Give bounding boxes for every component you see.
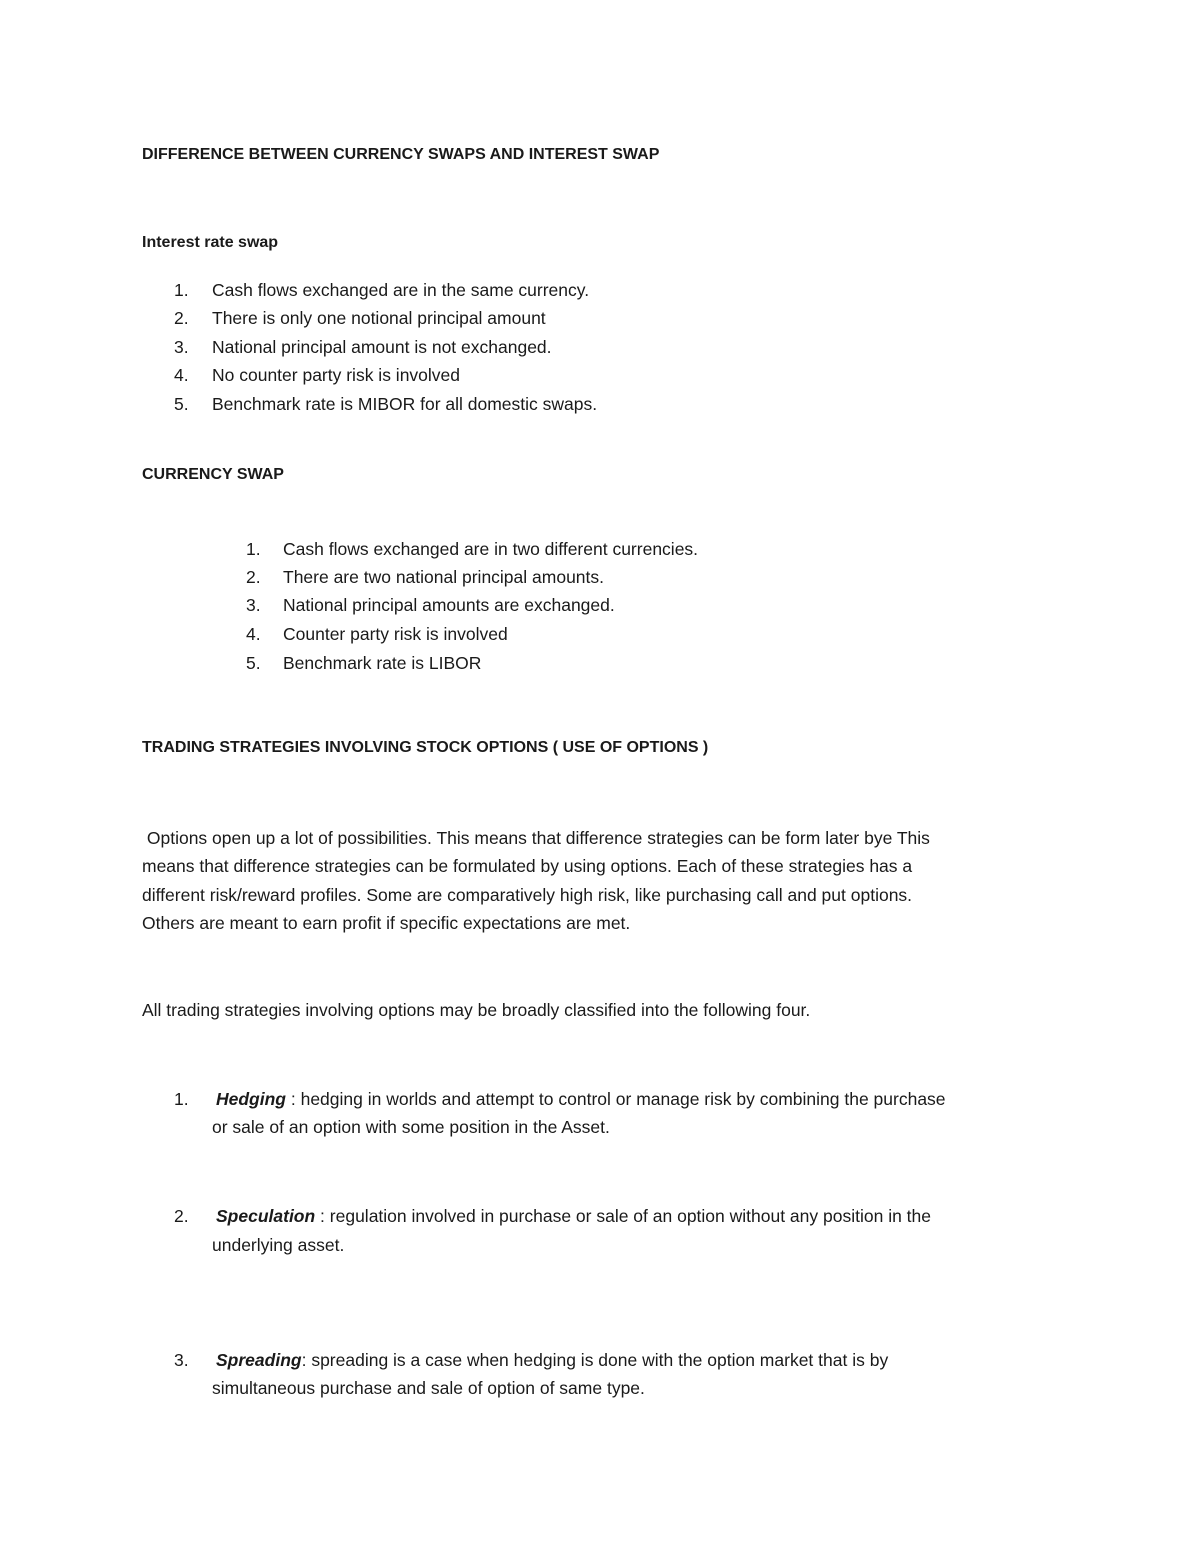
list-item-number: 2. xyxy=(246,567,261,587)
list-item-number: 5. xyxy=(246,653,261,673)
classification-intro: All trading strategies involving options may be broadly classified into the following four. xyxy=(142,1000,811,1020)
list-item: There are two national principal amounts. xyxy=(283,567,605,587)
strategy-description: regulation involved in purchase or sale of an option without any position in the xyxy=(329,1206,932,1226)
list-item-number: 4. xyxy=(174,365,189,385)
strategy-description-continued: underlying asset. xyxy=(212,1235,345,1255)
trading-strategies-heading: TRADING STRATEGIES INVOLVING STOCK OPTIONS ( USE OF OPTIONS ) xyxy=(142,739,709,756)
list-item xyxy=(216,1085,946,1113)
term-separator: : xyxy=(286,1089,301,1109)
list-item-number: 2. xyxy=(174,1206,189,1226)
list-item-number: 1. xyxy=(174,1089,189,1109)
list-item: Cash flows exchanged are in two different currencies. xyxy=(283,539,699,559)
strategy-description-continued: simultaneous purchase and sale of option of same type. xyxy=(212,1378,645,1398)
list-item: Benchmark rate is MIBOR for all domestic swaps. xyxy=(212,394,598,414)
strategy-description-continued: or sale of an option with some position in the Asset. xyxy=(212,1117,610,1137)
list-item-number: 1. xyxy=(174,280,189,300)
term-separator: : xyxy=(301,1350,312,1370)
list-item: There is only one notional principal amount xyxy=(212,308,546,328)
currency-swap-heading: CURRENCY SWAP xyxy=(142,466,284,483)
term-separator: : xyxy=(315,1206,330,1226)
list-item-number: 4. xyxy=(246,624,261,644)
list-item xyxy=(216,1346,888,1374)
paragraph-line: Others are meant to earn profit if specific expectations are met. xyxy=(142,913,631,933)
list-item-number: 2. xyxy=(174,308,189,328)
list-item xyxy=(216,1202,931,1230)
strategy-description: hedging in worlds and attempt to control or manage risk by combining the purchase xyxy=(300,1089,946,1109)
strategy-term-spreading: Spreading xyxy=(216,1350,302,1370)
list-item-number: 3. xyxy=(246,595,261,615)
paragraph-line: means that difference strategies can be formulated by using options. Each of these strategies has a xyxy=(142,856,913,876)
list-item-number: 1. xyxy=(246,539,261,559)
list-item-number: 5. xyxy=(174,394,189,414)
paragraph-line: Options open up a lot of possibilities. This means that difference strategies can be form later bye This xyxy=(142,828,930,848)
list-item: Cash flows exchanged are in the same currency. xyxy=(212,280,590,300)
strategy-description: spreading is a case when hedging is done with the option market that is by xyxy=(311,1350,889,1370)
interest-rate-swap-heading: Interest rate swap xyxy=(142,234,279,251)
list-item: Benchmark rate is LIBOR xyxy=(283,653,482,673)
list-item-number: 3. xyxy=(174,1350,189,1370)
list-item-number: 3. xyxy=(174,337,189,357)
list-item: No counter party risk is involved xyxy=(212,365,461,385)
strategy-term-speculation: Speculation xyxy=(216,1206,316,1226)
paragraph-line: different risk/reward profiles. Some are comparatively high risk, like purchasing call and put options. xyxy=(142,885,913,905)
strategy-term-hedging: Hedging xyxy=(216,1089,286,1109)
list-item: National principal amount is not exchanged. xyxy=(212,337,552,357)
list-item: Counter party risk is involved xyxy=(283,624,508,644)
document-title: DIFFERENCE BETWEEN CURRENCY SWAPS AND INTEREST SWAP xyxy=(142,146,660,163)
list-item: National principal amounts are exchanged. xyxy=(283,595,615,615)
